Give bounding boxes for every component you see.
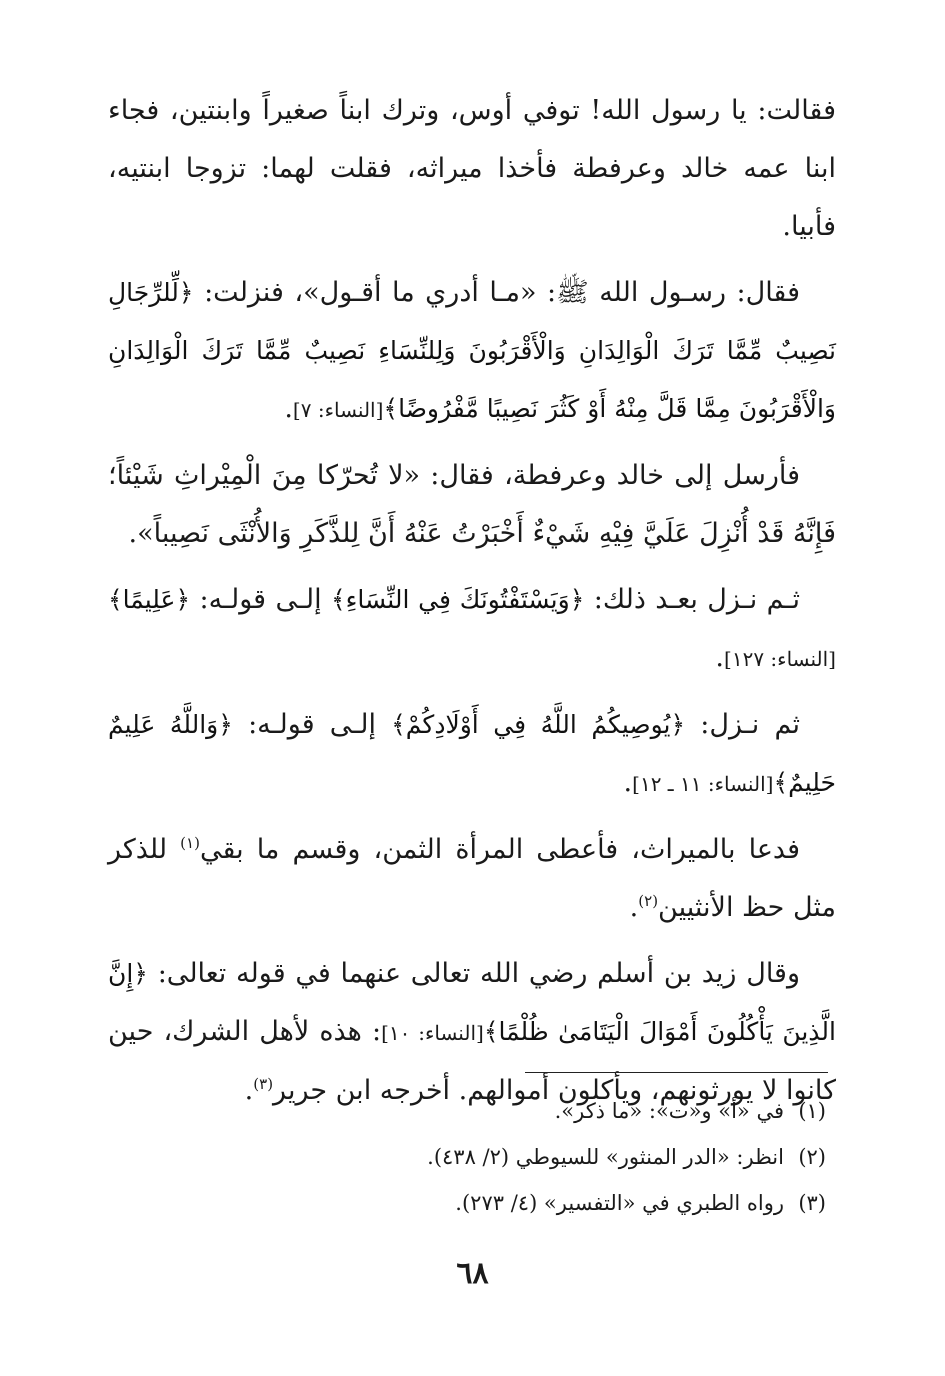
verse-reference: [النساء: ١٢٧] bbox=[724, 647, 836, 671]
paragraph-6 bbox=[108, 821, 836, 937]
punctuation: . bbox=[715, 642, 725, 673]
quran-verse: ﴿وَيَسْتَفْتُونَكَ فِي النِّسَاءِ﴾ bbox=[330, 585, 585, 614]
paragraph-4-text: ثـم نـزل بعـد ذلك: bbox=[584, 584, 800, 615]
footnote-text: رواه الطبري في «التفسير» (٤/ ٢٧٣). bbox=[455, 1191, 784, 1215]
footnote-marker[interactable]: (٣) bbox=[253, 1075, 274, 1093]
punctuation: . bbox=[629, 892, 639, 923]
quran-verse: ﴿لِّلرِّجَالِ نَصِيبٌ مِّمَّا تَرَكَ الْوَالِدَانِ وَالْأَقْرَبُونَ وَلِلنِّسَاءِ نَصِيبٌ مِّمَّا تَرَكَ الْوَالِدَانِ وَالْأَقْرَبُونَ مِمَّا قَلَّ مِنْهُ أَوْ كَثُرَ نَصِيبًا مَّفْرُوضًا﴾ bbox=[108, 278, 836, 423]
punctuation: . bbox=[284, 393, 293, 424]
footnote-number: (٢) bbox=[798, 1145, 826, 1169]
paragraph-2-text: فقال: رسـول الله ﷺ: «مـا أدري ما أقـول»، فنزلت: bbox=[193, 277, 800, 308]
paragraph-3 bbox=[108, 447, 836, 563]
punctuation: . bbox=[623, 767, 633, 798]
paragraph-3-text: فأرسل إلى خالد وعرفطة، فقال: «لا تُحرّكا مِنَ الْمِيْراثِ شَيْئاً؛ فَإِنَّهُ قَدْ أُنْزِلَ عَلَيَّ فِيْهِ شَيْءٌ أَخْبَرْتُ عَنْهُ أَنَّ لِلذَّكَرِ وَالأُنْثَى نَصِيباً». bbox=[108, 460, 836, 549]
paragraph-7-middle: : هذه لأهل الشرك، حين كانوا لا يورثونهم، ويأكلون أموالهم. أخرجه ابن جرير bbox=[108, 1016, 836, 1106]
paragraph-4 bbox=[108, 571, 836, 688]
paragraph-1 bbox=[108, 82, 836, 256]
footnotes bbox=[108, 1088, 826, 1226]
paragraph-1-text: فقالت: يا رسول الله! توفي أوس، وترك ابناً صغيراً وابنتين، فجاء ابنا عمه خالد وعرفطة فأخذا ميراثه، فقلت لهما: تزوجا ابنتيه، فأبيا. bbox=[108, 95, 836, 242]
footnote-1 bbox=[108, 1088, 826, 1134]
punctuation: . bbox=[244, 1075, 254, 1106]
footnote-text: في «أ» و«ت»: «ما ذكر». bbox=[554, 1099, 784, 1123]
footnote-text: انظر: «الدر المنثور» للسيوطي (٢/ ٤٣٨). bbox=[427, 1145, 784, 1169]
footnote-marker[interactable]: (٢) bbox=[638, 892, 659, 910]
paragraph-5-middle: إلـى قولـه: bbox=[232, 709, 392, 740]
footnote-divider bbox=[525, 1072, 828, 1073]
footnote-number: (٣) bbox=[798, 1191, 826, 1215]
verse-reference: [النساء: ١٠] bbox=[381, 1021, 484, 1045]
verse-reference: [النساء: ١١ ـ ١٢] bbox=[632, 772, 774, 796]
footnote-3 bbox=[108, 1180, 826, 1226]
paragraph-5 bbox=[108, 696, 836, 813]
quran-verse: ﴿إِنَّ الَّذِينَ يَأْكُلُونَ أَمْوَالَ الْيَتَامَىٰ ظُلْمًا﴾ bbox=[108, 959, 836, 1046]
quran-verse: ﴿عَلِيمًا﴾ bbox=[108, 585, 191, 614]
verse-reference: [النساء: ٧] bbox=[292, 398, 384, 422]
paragraph-2 bbox=[108, 264, 836, 439]
paragraph-4-middle: إلـى قولـه: bbox=[190, 584, 331, 615]
footnote-number: (١) bbox=[798, 1099, 826, 1123]
paragraph-5-text: ثم نـزل: bbox=[685, 709, 800, 740]
quran-verse: ﴿يُوصِيكُمُ اللَّهُ فِي أَوْلَادِكُمْ﴾ bbox=[391, 710, 686, 739]
page-number: ٦٨ bbox=[456, 1256, 489, 1291]
footnote-marker[interactable]: (١) bbox=[180, 834, 200, 852]
quran-verse: ﴿وَاللَّهُ عَلِيمٌ حَلِيمٌ﴾ bbox=[108, 710, 836, 797]
main-text bbox=[108, 82, 836, 1128]
paragraph-7-text: وقال زيد بن أسلم رضي الله تعالى عنهما في قوله تعالى: bbox=[147, 958, 800, 989]
paragraph-6-middle: للذكر مثل حظ الأنثيين bbox=[108, 834, 836, 923]
paragraph-6-text: فدعا بالميراث، فأعطى المرأة الثمن، وقسم ما بقي bbox=[199, 834, 801, 865]
footnote-2 bbox=[108, 1134, 826, 1180]
